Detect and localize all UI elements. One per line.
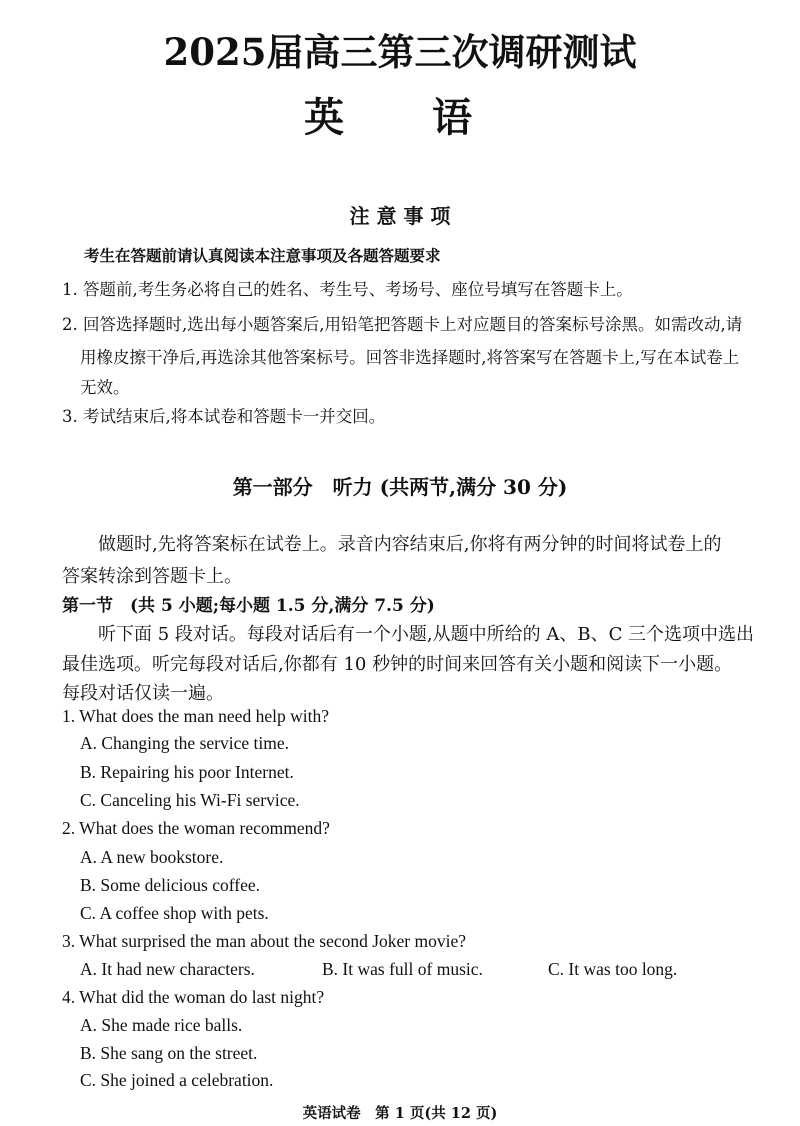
notice-item-3: 3. 考试结束后,将本试卷和答题卡一并交回。 [62, 407, 386, 426]
section1-heading: 第一节 (共 5 小题;每小题 1.5 分,满分 7.5 分) [62, 596, 435, 616]
section1-intro-line-2: 最佳选项。听完每段对话后,你都有 10 秒钟的时间来回答有关小题和阅读下一小题。 [62, 654, 733, 675]
notice-intro: 考生在答题前请认真阅读本注意事项及各题答题要求 [84, 246, 441, 265]
part1-intro-line-1: 做题时,先将答案标在试卷上。录音内容结束后,你将有两分钟的时间将试卷上的 [98, 534, 722, 555]
question-4-option-a: A. She made rice balls. [80, 1015, 243, 1035]
notice-item-2: 2. 回答选择题时,选出每小题答案后,用铅笔把答题卡上对应题目的答案标号涂黑。如需改动,请 [62, 315, 743, 334]
question-4: 4. What did the woman do last night? [62, 987, 325, 1007]
question-3-option-c: C. It was too long. [548, 959, 678, 979]
question-1-option-a: A. Changing the service time. [80, 733, 289, 753]
part1-intro-line-2: 答案转涂到答题卡上。 [62, 566, 242, 587]
question-3-option-b: B. It was full of music. [322, 959, 483, 979]
question-3: 3. What surprised the man about the second Joker movie? [62, 931, 467, 951]
question-4-option-c: C. She joined a celebration. [80, 1070, 274, 1090]
question-2-option-c: C. A coffee shop with pets. [80, 903, 269, 923]
question-1-option-c: C. Canceling his Wi-Fi service. [80, 790, 300, 810]
page-footer: 英语试卷 第 1 页(共 12 页) [302, 1105, 498, 1122]
notice-item-2-cont: 用橡皮擦干净后,再选涂其他答案标号。回答非选择题时,将答案写在答题卡上,写在本试卷上 [80, 348, 740, 367]
part1-heading: 第一部分 听力 (共两节,满分 30 分) [232, 475, 568, 499]
section1-intro-line-3: 每段对话仅读一遍。 [62, 683, 224, 704]
question-3-option-a: A. It had new characters. [80, 959, 255, 979]
section1-intro-line-1: 听下面 5 段对话。每段对话后有一个小题,从题中所给的 A、B、C 三个选项中选出 [98, 624, 755, 645]
question-4-option-b: B. She sang on the street. [80, 1043, 258, 1063]
question-1-option-b: B. Repairing his poor Internet. [80, 762, 294, 782]
question-2-option-b: B. Some delicious coffee. [80, 875, 260, 895]
question-2: 2. What does the woman recommend? [62, 818, 330, 838]
question-1: 1. What does the man need help with? [62, 706, 329, 726]
notice-item-2-end: 无效。 [80, 378, 130, 397]
subject-title: 英 语 [304, 94, 496, 141]
notice-heading: 注 意 事 项 [349, 204, 451, 228]
question-2-option-a: A. A new bookstore. [80, 847, 224, 867]
exam-title: 2025届高三第三次调研测试 [163, 30, 637, 74]
notice-item-1: 1. 答题前,考生务必将自己的姓名、考生号、考场号、座位号填写在答题卡上。 [62, 280, 633, 299]
